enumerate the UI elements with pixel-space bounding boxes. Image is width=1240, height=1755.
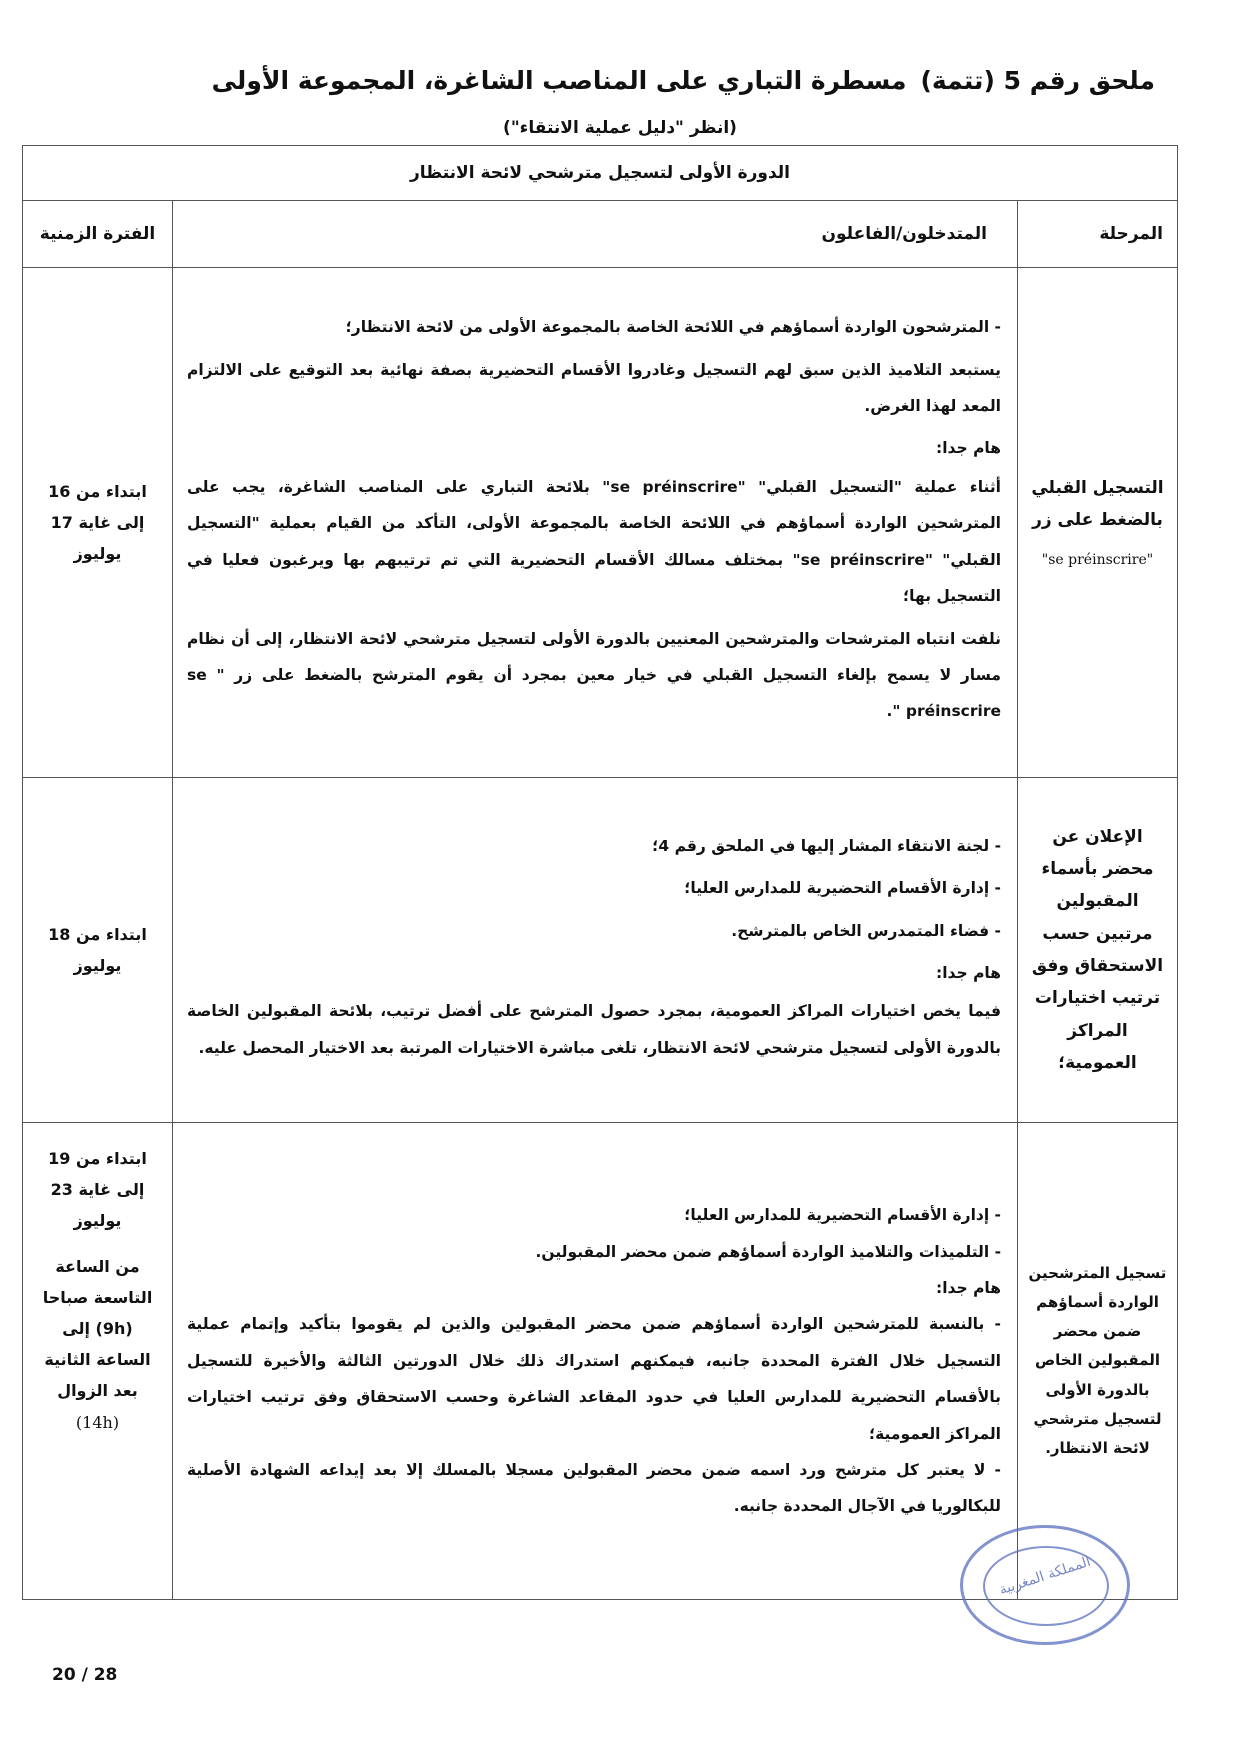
column-header-actors: المتدخلون/الفاعلون xyxy=(173,201,1018,268)
phase-text: التسجيل القبلي بالضغط على زر xyxy=(1031,477,1164,531)
column-header-period: الفترة الزمنية xyxy=(23,201,173,268)
page-number: 20 / 28 xyxy=(52,1665,118,1685)
actors-cell xyxy=(173,268,1018,778)
actors-cell xyxy=(173,778,1018,1123)
period-cell xyxy=(23,778,173,1123)
phase-text: الإعلان عن محضر بأسماء المقبولين مرتبين حسب الاستحقاق وفق ترتيب اختيارات المراكز العمومية؛ xyxy=(1031,826,1164,1073)
actors-paragraph: - فضاء المتمدرس الخاص بالمترشح. xyxy=(731,921,1001,940)
period-line: إلى غاية 17 xyxy=(50,512,145,532)
title-text: مسطرة التباري على المناصب الشاغرة، المجموعة الأولى xyxy=(211,66,907,95)
caption-row xyxy=(23,146,1178,201)
actors-paragraph: - المترشحون الواردة أسماؤهم في اللائحة الخاصة بالمجموعة الأولى من لائحة الانتظار؛ xyxy=(345,318,1001,337)
period-line: ابتداء من 16 xyxy=(48,481,147,501)
table-caption: الدورة الأولى لتسجيل مترشحي لائحة الانتظار xyxy=(23,146,1178,201)
table-row xyxy=(23,268,1178,778)
period-line: ابتداء من 18 xyxy=(48,924,147,944)
actors-paragraph: - بالنسبة للمترشحين الواردة أسماؤهم ضمن محضر المقبولين والذين لم يقوموا بتأكيد وإتمام عملية التسجيل خلال الفترة المحددة جانبه، فيمكنهم استدراك ذلك خلال الدورتين الثالثة والأخيرة للتسجيل بالأقسام التحضيرية للمدارس العليا في حدود المقاعد الشاغرة وحسب الاستحقاق وفق ترتيب اختيارات المراكز العمومية؛ xyxy=(187,1315,1001,1443)
actors-paragraph: - التلميذات والتلاميذ الواردة أسماؤهم ضمن محضر المقبولين. xyxy=(535,1242,1001,1261)
phase-text: تسجيل المترشحين الواردة أسماؤهم ضمن محضر المقبولين الخاص بالدورة الأولى لتسجيل مترشحي لائحة الانتظار. xyxy=(1028,1263,1167,1458)
period-time-line: الساعة الثانية xyxy=(44,1350,151,1370)
actors-paragraph: - إدارة الأقسام التحضيرية للمدارس العليا؛ xyxy=(684,879,1001,898)
table-row xyxy=(23,778,1178,1123)
period-time-line: التاسعة صباحا xyxy=(42,1287,153,1307)
annex-table xyxy=(22,145,1178,1600)
actors-paragraph: فيما يخص اختيارات المراكز العمومية، بمجرد حصول المترشح على أفضل ترتيب، بلائحة المقبولين الخاصة بالدورة الأولى لتسجيل مترشحي لائحة الانتظار، تلغى مباشرة الاختيارات المرتبة بعد الاختيار المحصل عليه. xyxy=(187,1002,1001,1057)
period-line: ابتداء من 19 xyxy=(48,1149,147,1168)
period-line: إلى غاية 23 xyxy=(50,1180,145,1200)
actors-paragraph: نلفت انتباه المترشحات والمترشحين المعنيين بالدورة الأولى لتسجيل مترشحي لائحة الانتظار، إلى أن نظام مسار لا يسمح بإلغاء التسجيل القبلي في خيار معين بمجرد أن يقوم المترشح بالضغط على زر " se préinscrire ". xyxy=(187,629,1001,721)
period-line: يوليوز xyxy=(73,956,122,975)
period-time-line: (9h) إلى xyxy=(62,1318,133,1338)
actors-paragraph: - لجنة الانتقاء المشار إليها في الملحق رقم 4؛ xyxy=(652,836,1001,855)
page-title xyxy=(150,66,1155,95)
official-stamp xyxy=(960,1525,1130,1645)
period-line: يوليوز xyxy=(73,1211,122,1231)
actors-paragraph: أثناء عملية "التسجيل القبلي" "se préinscrire" بلائحة التباري على المناصب الشاغرة، يجب على المترشحين الواردة أسماؤهم في اللائحة الخاصة بالمجموعة الأولى، التأكد من القيام بعملية "التسجيل القبلي" "se préinscrire" بمختلف مسالك الأقسام التحضيرية التي تم ترتيبهم بها ويرغبون فعليا في التسجيل بها؛ xyxy=(187,477,1002,606)
period-spacer xyxy=(31,1237,164,1251)
important-note-label: هام جدا: xyxy=(936,1278,1001,1297)
period-time-line: بعد الزوال xyxy=(57,1381,138,1401)
period-cell xyxy=(23,268,173,778)
phase-latin-text: "se préinscrire" xyxy=(1041,551,1154,568)
actors-paragraph: يستبعد التلاميذ الذين سبق لهم التسجيل وغادروا الأقسام التحضيرية بصفة نهائية بعد التوقيع على الالتزام المعد لهذا الغرض. xyxy=(187,360,1001,416)
annex-label: ملحق رقم 5 (تتمة) xyxy=(920,66,1155,95)
period-time-line: من الساعة xyxy=(55,1256,140,1276)
stamp-text: المملكة المغربية xyxy=(997,1553,1093,1599)
period-line: يوليوز xyxy=(73,544,122,564)
actors-cell xyxy=(173,1123,1018,1600)
phase-cell xyxy=(1018,778,1178,1123)
actors-paragraph: - لا يعتبر كل مترشح ورد اسمه ضمن محضر المقبولين مسجلا بالمسلك إلا بعد إيداعه الشهادة الأصلية للبكالوريا في الآجال المحددة جانبه. xyxy=(187,1461,1001,1516)
period-time-line: (14h) xyxy=(75,1412,120,1432)
phase-cell xyxy=(1018,268,1178,778)
page-subtitle: (انظر "دليل عملية الانتقاء") xyxy=(503,118,737,138)
table-row xyxy=(23,1123,1178,1600)
actors-paragraph: - إدارة الأقسام التحضيرية للمدارس العليا؛ xyxy=(684,1206,1001,1225)
period-cell xyxy=(23,1123,173,1600)
column-header-phase: المرحلة xyxy=(1018,201,1178,268)
header-row xyxy=(23,201,1178,268)
important-note-label: هام جدا: xyxy=(936,439,1001,458)
important-note-label: هام جدا: xyxy=(936,964,1001,982)
